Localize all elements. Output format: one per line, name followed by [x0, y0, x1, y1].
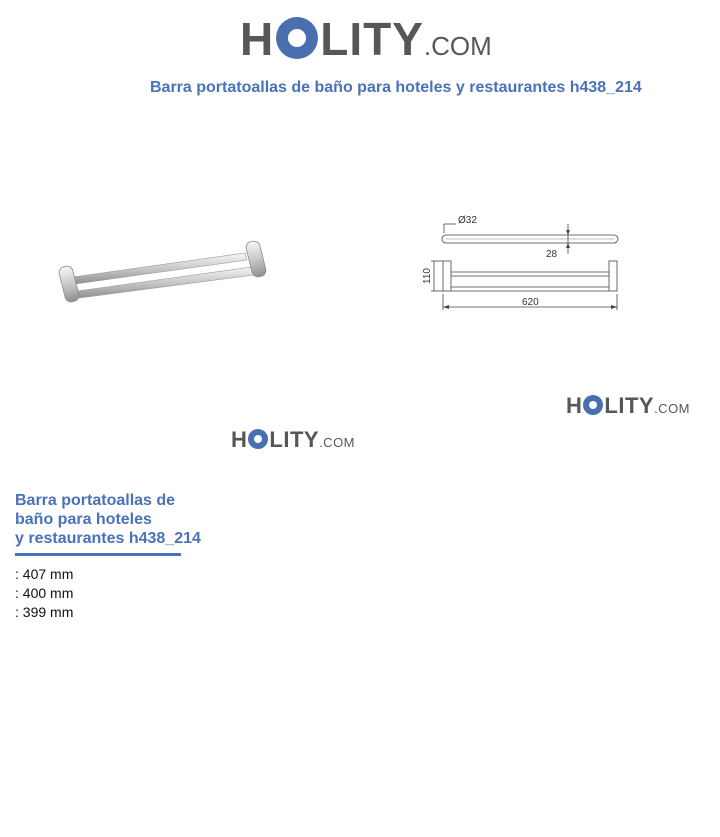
logo-text-lity: LITY: [320, 13, 424, 65]
logo-text-h: H: [240, 13, 275, 65]
section-title: [15, 491, 215, 548]
logo-o-icon: [276, 17, 318, 59]
holity-watermark-left: [231, 427, 355, 453]
logo-text-lity: LITY: [269, 427, 320, 452]
holity-logo[interactable]: [240, 12, 492, 66]
section-title-line: y restaurantes h438_214: [15, 530, 201, 547]
product-photo: [55, 235, 275, 305]
section-title-line: Barra portatoallas de: [15, 492, 176, 509]
section-underline: [15, 553, 181, 556]
diameter-label: Ø32: [458, 215, 477, 226]
logo-text-lity: LITY: [604, 393, 655, 418]
logo-text-com: .COM: [319, 435, 356, 450]
holity-watermark-right: [566, 393, 690, 419]
offset-label: 28: [546, 249, 558, 260]
spec-line: : 399 mm: [15, 604, 74, 620]
logo-text-com: .COM: [654, 401, 691, 416]
section-title-line: baño para hoteles: [15, 511, 152, 528]
logo-text-com: .COM: [423, 31, 492, 61]
logo-text-h: H: [566, 393, 583, 418]
spec-line: : 400 mm: [15, 585, 74, 601]
page-title: Barra portatoallas de baño para hoteles y restaurantes h438_214: [150, 79, 642, 96]
width-label: 620: [522, 297, 539, 308]
logo-o-icon: [583, 395, 603, 415]
height-label: 110: [422, 268, 433, 284]
logo-text-h: H: [231, 427, 248, 452]
logo-o-icon: [248, 429, 268, 449]
technical-drawing: [418, 208, 628, 318]
spec-line: : 407 mm: [15, 566, 74, 582]
